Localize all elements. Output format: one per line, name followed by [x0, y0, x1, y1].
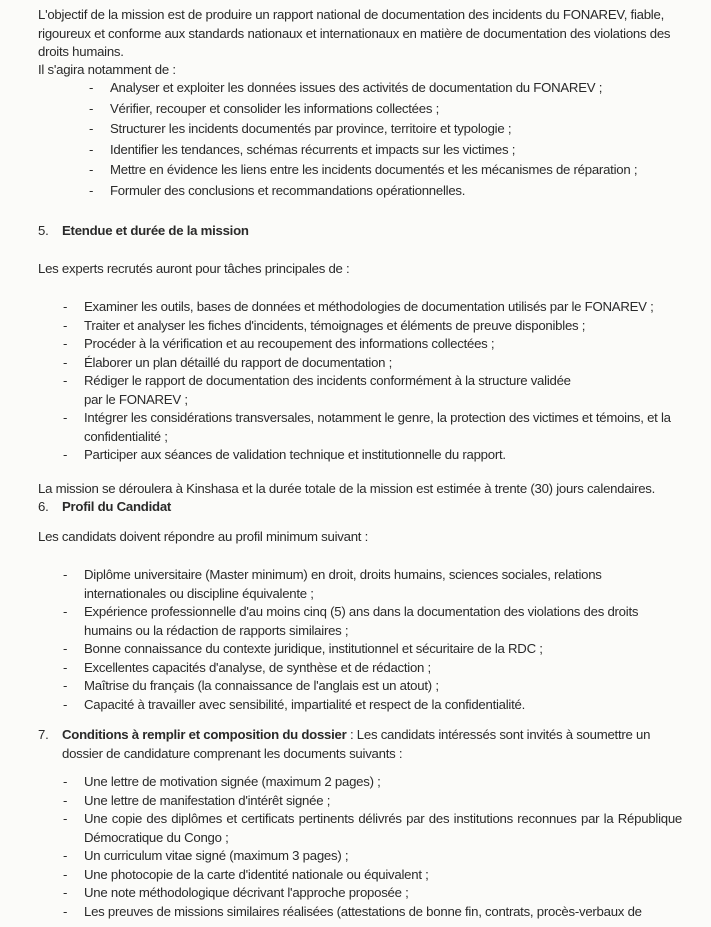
profile-list — [62, 566, 682, 714]
section-title: Conditions à remplir et composition du dossier — [62, 727, 347, 742]
list-item: - Participer aux séances de validation technique et institutionnelle du rapport. — [62, 446, 682, 465]
mission-location-duration: La mission se déroulera à Kinshasa et la durée totale de la mission est estimée à trente (30) jours calendaires. — [38, 481, 656, 496]
section-5-lead: Les experts recrutés auront pour tâches principales de : — [38, 261, 350, 276]
list-item: - Un curriculum vitae signé (maximum 3 pages) ; — [62, 847, 682, 866]
list-item: - Maîtrise du français (la connaissance de l'anglais est un atout) ; — [62, 677, 682, 696]
list-item: - Identifier les tendances, schémas récurrents et impacts sur les victimes ; — [88, 141, 678, 160]
list-item: - Mettre en évidence les liens entre les incidents documentés et les mécanismes de réparation ; — [88, 161, 678, 180]
section-6-heading — [38, 498, 678, 517]
section-5-heading — [38, 222, 678, 241]
list-item: - Bonne connaissance du contexte juridique, institutionnel et sécuritaire de la RDC ; — [62, 640, 682, 659]
section-7-lead: : Les candidats intéressés sont invités à soumettre un dossier de candidature comprenant les documents suivants : — [62, 727, 651, 761]
list-item: - Une note méthodologique décrivant l'approche proposée ; — [62, 884, 682, 903]
list-item: - Formuler des conclusions et recommandations opérationnelles. — [88, 182, 678, 201]
section-number: 7. — [38, 727, 49, 742]
section-6-lead: Les candidats doivent répondre au profil minimum suivant : — [38, 529, 369, 544]
list-item: - Diplôme universitaire (Master minimum) en droit, droits humains, sciences sociales, relations internationales ou discipline équivalente ; — [62, 566, 654, 603]
list-item: - Rédiger le rapport de documentation des incidents conformément à la structure validée par le FONAREV ; — [62, 372, 584, 409]
list-item: - Traiter et analyser les fiches d'incidents, témoignages et éléments de preuve disponibles ; — [62, 317, 682, 336]
section-number: 6. — [38, 499, 49, 514]
list-item: - Une lettre de motivation signée (maximum 2 pages) ; — [62, 773, 682, 792]
tasks-list — [62, 298, 682, 465]
dossier-list — [62, 773, 682, 921]
list-item: - Excellentes capacités d'analyse, de synthèse et de rédaction ; — [62, 659, 682, 678]
section-title: Profil du Candidat — [62, 499, 172, 514]
section-number: 5. — [38, 223, 49, 238]
list-item: - Structurer les incidents documentés par province, territoire et typologie ; — [88, 120, 678, 139]
list-item: - Capacité à travailler avec sensibilité, impartialité et respect de la confidentialité. — [62, 696, 682, 715]
list-item: - Expérience professionnelle d'au moins cinq (5) ans dans la documentation des violations des droits humains ou la rédaction de rapports similaires ; — [62, 603, 684, 640]
list-item: - Vérifier, recouper et consolider les informations collectées ; — [88, 100, 678, 119]
list-item: - Intégrer les considérations transversales, notamment le genre, la protection des victimes et témoins, et la confidentialité ; — [62, 409, 682, 446]
objectives-list — [88, 79, 678, 200]
section-7-heading — [38, 726, 678, 763]
list-item: - Une copie des diplômes et certificats pertinents délivrés par des institutions reconnues par la République Démocratique du Congo ; — [62, 810, 682, 847]
objective-paragraph: L'objectif de la mission est de produire un rapport national de documentation des incidents du FONAREV, fiable, rigoureux et conforme aux standards nationaux et internationaux en matière de documentation des violations des droits humains. — [38, 7, 671, 59]
list-item: - Une lettre de manifestation d'intérêt signée ; — [62, 792, 682, 811]
list-item: - Une photocopie de la carte d'identité nationale ou équivalent ; — [62, 866, 682, 885]
section-title: Etendue et durée de la mission — [62, 223, 249, 238]
list-item: - Examiner les outils, bases de données et méthodologies de documentation utilisés par le FONAREV ; — [62, 298, 682, 317]
list-item: - Analyser et exploiter les données issues des activités de documentation du FONAREV ; — [88, 79, 678, 98]
list-item: - Procéder à la vérification et au recoupement des informations collectées ; — [62, 335, 682, 354]
list-item: - Les preuves de missions similaires réalisées (attestations de bonne fin, contrats, procès-verbaux de — [62, 903, 682, 922]
list-item: - Élaborer un plan détaillé du rapport de documentation ; — [62, 354, 682, 373]
intro-lead: Il s'agira notamment de : — [38, 62, 176, 77]
